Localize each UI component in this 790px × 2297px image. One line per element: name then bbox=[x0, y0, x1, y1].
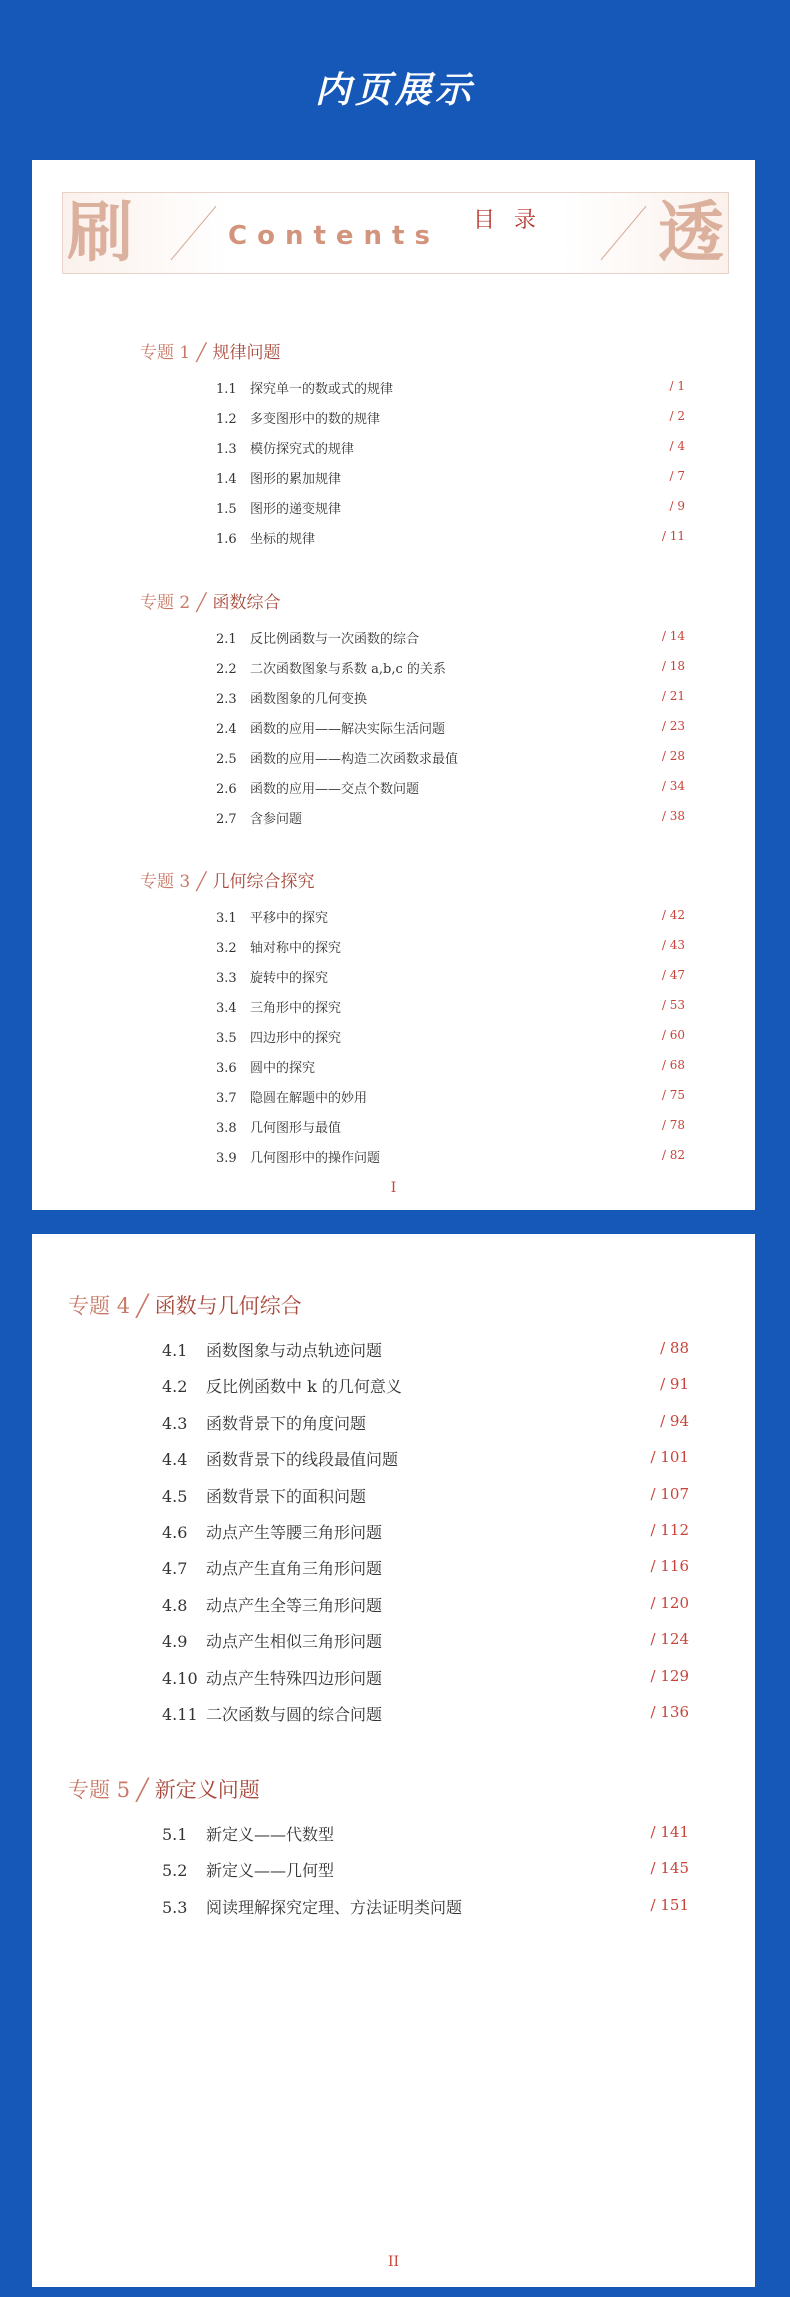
entry-number: 3.6 bbox=[216, 1061, 237, 1076]
entry-number: 4.2 bbox=[162, 1377, 188, 1397]
banner-title: 内页展示 bbox=[314, 70, 475, 111]
toc-entry[interactable] bbox=[216, 1147, 380, 1166]
entry-number: 2.5 bbox=[216, 752, 237, 767]
toc-entry[interactable] bbox=[162, 1822, 334, 1845]
toc-entry[interactable] bbox=[216, 718, 445, 737]
section-heading bbox=[140, 338, 280, 363]
entry-page-number: / 47 bbox=[661, 968, 685, 982]
entry-title: 阅读理解探究定理、方法证明类问题 bbox=[206, 1897, 463, 1917]
entry-page-number: / 43 bbox=[661, 938, 685, 952]
toc-entry[interactable] bbox=[216, 1117, 341, 1136]
toc-entry[interactable] bbox=[216, 1057, 315, 1076]
entry-page-number: / 91 bbox=[660, 1375, 689, 1394]
slash-mark: ╱ bbox=[196, 872, 207, 892]
section-heading bbox=[68, 1774, 260, 1804]
entry-number: 2.2 bbox=[216, 662, 237, 677]
entry-number: 4.7 bbox=[162, 1559, 188, 1579]
entry-title: 三角形中的探究 bbox=[250, 1001, 342, 1016]
toc-entry[interactable] bbox=[216, 1087, 367, 1106]
entry-number: 3.7 bbox=[216, 1091, 237, 1106]
section-label: 专题 bbox=[68, 1294, 110, 1318]
toc-entry[interactable] bbox=[162, 1338, 382, 1361]
entry-title: 图形的累加规律 bbox=[250, 472, 342, 487]
entry-number: 4.4 bbox=[162, 1450, 188, 1470]
entry-page-number: / 75 bbox=[661, 1088, 685, 1102]
entry-page-number: / 21 bbox=[661, 689, 685, 703]
entry-page-number: / 53 bbox=[661, 998, 685, 1012]
entry-number: 3.1 bbox=[216, 911, 237, 926]
entry-title: 隐圆在解题中的妙用 bbox=[250, 1091, 368, 1106]
entry-number: 4.11 bbox=[162, 1705, 198, 1724]
entry-page-number: / 141 bbox=[650, 1823, 689, 1841]
entry-page-number: / 88 bbox=[660, 1339, 689, 1357]
entry-title: 几何图形中的操作问题 bbox=[250, 1151, 381, 1166]
entry-title: 几何图形与最值 bbox=[250, 1121, 342, 1136]
entry-page-number: / 60 bbox=[661, 1028, 685, 1042]
toc-entry[interactable] bbox=[162, 1520, 382, 1543]
toc-entry[interactable] bbox=[216, 1027, 341, 1046]
section-title: 函数综合 bbox=[212, 593, 281, 613]
entry-title: 坐标的规律 bbox=[250, 532, 316, 547]
entry-number: 4.6 bbox=[162, 1523, 188, 1542]
entry-number: 3.8 bbox=[216, 1121, 237, 1136]
entry-number: 3.9 bbox=[216, 1151, 237, 1166]
toc-entry[interactable] bbox=[162, 1895, 462, 1918]
toc-entry[interactable] bbox=[216, 937, 341, 956]
entry-title: 函数的应用——构造二次函数求最值 bbox=[250, 752, 459, 767]
section-title: 几何综合探究 bbox=[212, 872, 315, 892]
entry-page-number: / 107 bbox=[650, 1484, 689, 1503]
section-label: 专题 bbox=[140, 593, 174, 613]
calligraphy-right: 透 bbox=[658, 193, 724, 271]
entry-title: 平移中的探究 bbox=[250, 911, 329, 926]
calligraphy-left: 刷 bbox=[67, 193, 133, 271]
entry-page-number: / 101 bbox=[650, 1448, 689, 1467]
entry-page-number: / 129 bbox=[650, 1666, 689, 1685]
contents-header bbox=[62, 192, 729, 274]
toc-entry[interactable] bbox=[216, 498, 341, 517]
contents-word: Contents bbox=[228, 221, 440, 251]
entry-title: 动点产生特殊四边形问题 bbox=[206, 1668, 383, 1688]
entry-page-number: / 124 bbox=[650, 1630, 689, 1649]
entry-number: 2.7 bbox=[216, 812, 237, 827]
entry-title: 函数图象的几何变换 bbox=[250, 692, 368, 707]
entry-page-number: / 11 bbox=[661, 529, 685, 543]
entry-title: 函数的应用——解决实际生活问题 bbox=[250, 722, 446, 737]
entry-title: 函数的应用——交点个数问题 bbox=[250, 782, 420, 797]
entry-title: 含参问题 bbox=[250, 812, 303, 827]
page-number: I bbox=[390, 1180, 397, 1196]
entry-title: 四边形中的探究 bbox=[250, 1031, 342, 1046]
entry-number: 4.1 bbox=[162, 1341, 188, 1360]
entry-page-number: / 136 bbox=[650, 1703, 689, 1721]
entry-number: 2.4 bbox=[216, 722, 237, 737]
entry-title: 动点产生直角三角形问题 bbox=[206, 1559, 383, 1579]
section-title: 规律问题 bbox=[212, 343, 281, 363]
slash-mark: ╱ bbox=[136, 1778, 149, 1802]
entry-title: 探究单一的数或式的规律 bbox=[250, 382, 394, 397]
section-title: 新定义问题 bbox=[154, 1778, 260, 1802]
entry-page-number: / 38 bbox=[661, 809, 685, 823]
entry-page-number: / 42 bbox=[661, 908, 685, 922]
entry-page-number: / 120 bbox=[650, 1593, 689, 1612]
entry-title: 二次函数图象与系数 a,b,c 的关系 bbox=[250, 662, 446, 677]
toc-entry[interactable] bbox=[162, 1666, 382, 1689]
section-label: 专题 bbox=[68, 1778, 110, 1802]
entry-number: 2.1 bbox=[216, 632, 237, 647]
section-label: 专题 bbox=[140, 343, 174, 363]
entry-number: 1.2 bbox=[216, 412, 237, 427]
entry-page-number: / 94 bbox=[660, 1411, 689, 1430]
entry-number: 1.3 bbox=[216, 442, 237, 457]
entry-page-number: / 68 bbox=[661, 1058, 685, 1072]
entry-title: 多变图形中的数的规律 bbox=[250, 412, 381, 427]
toc-entry[interactable] bbox=[162, 1484, 366, 1507]
toc-entry[interactable] bbox=[216, 907, 328, 926]
toc-entry[interactable] bbox=[162, 1858, 334, 1881]
entry-page-number: / 78 bbox=[661, 1118, 685, 1132]
entry-page-number: / 23 bbox=[661, 719, 685, 733]
entry-number: 4.10 bbox=[162, 1668, 198, 1688]
entry-title: 函数背景下的角度问题 bbox=[206, 1413, 367, 1433]
entry-number: 5.3 bbox=[162, 1897, 188, 1917]
toc-entry[interactable] bbox=[216, 378, 393, 397]
entry-page-number: / 14 bbox=[661, 629, 685, 643]
entry-title: 函数背景下的面积问题 bbox=[206, 1486, 367, 1506]
divider-slash bbox=[601, 206, 647, 260]
toc-entry[interactable] bbox=[216, 967, 328, 986]
entry-page-number: / 2 bbox=[669, 409, 685, 423]
section-heading bbox=[140, 867, 314, 892]
entry-number: 2.6 bbox=[216, 782, 237, 797]
entry-page-number: / 112 bbox=[650, 1521, 689, 1539]
toc-entry[interactable] bbox=[216, 688, 367, 707]
entry-title: 轴对称中的探究 bbox=[250, 941, 342, 956]
slash-mark: ╱ bbox=[196, 343, 207, 363]
section-title: 函数与几何综合 bbox=[154, 1294, 302, 1318]
entry-title: 模仿探究式的规律 bbox=[250, 442, 355, 457]
entry-page-number: / 18 bbox=[661, 659, 685, 673]
toc-entry[interactable] bbox=[216, 408, 380, 427]
toc-entry[interactable] bbox=[216, 468, 341, 487]
entry-page-number: / 151 bbox=[650, 1895, 689, 1914]
entry-number: 5.1 bbox=[162, 1825, 188, 1844]
toc-entry[interactable] bbox=[162, 1411, 366, 1434]
section-number: 4 bbox=[116, 1294, 131, 1318]
toc-title: 目 录 bbox=[473, 208, 542, 233]
entry-number: 1.1 bbox=[216, 382, 237, 397]
toc-entry[interactable] bbox=[216, 808, 302, 827]
slash-mark: ╱ bbox=[196, 593, 207, 613]
toc-page-2 bbox=[32, 1234, 755, 2287]
section-number: 5 bbox=[116, 1778, 131, 1802]
entry-title: 动点产生相似三角形问题 bbox=[206, 1632, 383, 1652]
section-number: 3 bbox=[179, 872, 191, 892]
divider-slash bbox=[171, 206, 217, 260]
slash-mark: ╱ bbox=[136, 1294, 149, 1318]
entry-title: 新定义——代数型 bbox=[206, 1825, 335, 1844]
section-label: 专题 bbox=[140, 872, 174, 892]
entry-number: 4.8 bbox=[162, 1595, 188, 1615]
entry-page-number: / 82 bbox=[661, 1148, 685, 1162]
entry-number: 1.6 bbox=[216, 532, 237, 547]
entry-title: 函数背景下的线段最值问题 bbox=[206, 1450, 399, 1470]
entry-number: 3.2 bbox=[216, 941, 237, 956]
entry-page-number: / 1 bbox=[669, 379, 685, 393]
section-heading bbox=[68, 1290, 302, 1320]
entry-title: 动点产生全等三角形问题 bbox=[206, 1595, 383, 1615]
entry-title: 反比例函数与一次函数的综合 bbox=[250, 632, 420, 647]
entry-title: 二次函数与圆的综合问题 bbox=[206, 1705, 383, 1724]
entry-title: 新定义——几何型 bbox=[206, 1861, 335, 1881]
toc-entry[interactable] bbox=[162, 1374, 402, 1397]
entry-title: 圆中的探究 bbox=[250, 1061, 316, 1076]
toc-entry[interactable] bbox=[162, 1702, 382, 1725]
toc-entry[interactable] bbox=[162, 1447, 398, 1470]
entry-number: 1.4 bbox=[216, 472, 237, 487]
entry-page-number: / 34 bbox=[661, 779, 685, 793]
entry-title: 动点产生等腰三角形问题 bbox=[206, 1523, 383, 1542]
toc-entry[interactable] bbox=[216, 748, 458, 767]
entry-page-number: / 7 bbox=[669, 469, 685, 483]
section-heading bbox=[140, 588, 280, 613]
entry-number: 5.2 bbox=[162, 1861, 188, 1881]
toc-entry[interactable] bbox=[162, 1593, 382, 1616]
entry-number: 3.4 bbox=[216, 1001, 237, 1016]
entry-number: 2.3 bbox=[216, 692, 237, 707]
entry-number: 4.9 bbox=[162, 1632, 188, 1652]
toc-entry[interactable] bbox=[216, 628, 419, 647]
entry-title: 函数图象与动点轨迹问题 bbox=[206, 1341, 383, 1360]
entry-number: 3.5 bbox=[216, 1031, 237, 1046]
entry-number: 4.5 bbox=[162, 1486, 188, 1506]
toc-entry[interactable] bbox=[162, 1629, 382, 1652]
entry-title: 图形的递变规律 bbox=[250, 502, 342, 517]
entry-page-number: / 9 bbox=[669, 499, 685, 513]
toc-entry[interactable] bbox=[216, 658, 446, 677]
entry-number: 1.5 bbox=[216, 502, 237, 517]
entry-page-number: / 28 bbox=[661, 749, 685, 763]
entry-title: 旋转中的探究 bbox=[250, 971, 329, 986]
toc-entry[interactable] bbox=[216, 997, 341, 1016]
toc-entry[interactable] bbox=[216, 528, 315, 547]
entry-number: 3.3 bbox=[216, 971, 237, 986]
section-number: 1 bbox=[179, 343, 191, 363]
page-number: II bbox=[387, 2254, 400, 2270]
toc-entry[interactable] bbox=[216, 778, 419, 797]
section-number: 2 bbox=[179, 593, 191, 613]
toc-entry[interactable] bbox=[162, 1556, 382, 1579]
entry-title: 反比例函数中 k 的几何意义 bbox=[206, 1377, 402, 1397]
entry-page-number: / 145 bbox=[650, 1859, 689, 1878]
entry-page-number: / 4 bbox=[669, 439, 685, 453]
toc-page-1 bbox=[32, 160, 755, 1210]
toc-entry[interactable] bbox=[216, 438, 354, 457]
entry-page-number: / 116 bbox=[650, 1557, 689, 1576]
entry-number: 4.3 bbox=[162, 1413, 188, 1433]
